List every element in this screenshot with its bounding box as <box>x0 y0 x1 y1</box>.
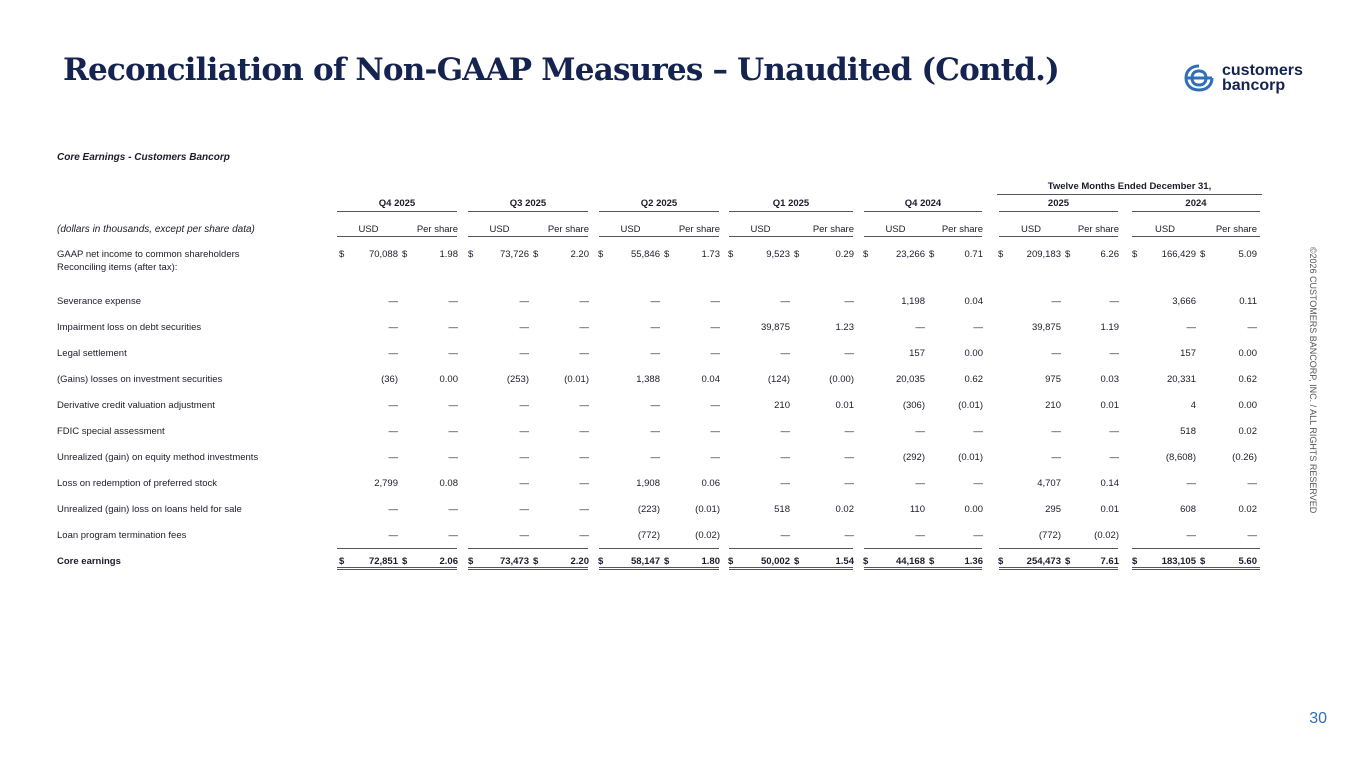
usd-value: 70,088 <box>368 248 398 260</box>
usd-value: 209,183 <box>1026 248 1061 260</box>
per-share-column-header: Per share <box>678 223 720 235</box>
usd-value: — <box>388 295 398 307</box>
usd-value: — <box>780 529 790 541</box>
usd-value: 608 <box>1180 503 1196 515</box>
row-label: GAAP net income to common shareholders <box>57 248 240 260</box>
table-row <box>57 314 1262 340</box>
per-share-value: 0.04 <box>964 295 983 307</box>
per-share-value: — <box>710 399 720 411</box>
dollar-sign: $ <box>1132 555 1138 567</box>
usd-value: — <box>519 451 529 463</box>
per-share-value: 1.19 <box>1100 321 1119 333</box>
usd-value: 4,707 <box>1037 477 1061 489</box>
usd-value: (292) <box>902 451 925 463</box>
dollar-sign: $ <box>468 248 474 260</box>
per-share-value: — <box>710 425 720 437</box>
per-share-value: — <box>1109 295 1119 307</box>
reconciliation-table <box>57 178 1262 574</box>
per-share-value: — <box>973 477 983 489</box>
period-header: 2025 <box>1047 197 1070 209</box>
per-share-value: — <box>579 295 589 307</box>
units-underline <box>599 236 719 237</box>
per-share-value: 0.01 <box>1100 503 1119 515</box>
units-label: (dollars in thousands, except per share data) <box>57 223 255 235</box>
per-share-column-header: Per share <box>416 223 458 235</box>
usd-value: — <box>780 295 790 307</box>
usd-value: — <box>519 321 529 333</box>
per-share-column-header: Per share <box>941 223 983 235</box>
logo-line-1: customers <box>1222 62 1303 79</box>
usd-column-header: USD <box>885 223 906 235</box>
usd-value: (8,608) <box>1165 451 1196 463</box>
row-label: FDIC special assessment <box>57 425 165 437</box>
per-share-value: 0.62 <box>1238 373 1257 385</box>
per-share-value: 1.80 <box>701 555 720 567</box>
total-double-underline <box>599 569 719 570</box>
per-share-value: — <box>973 321 983 333</box>
per-share-value: (0.01) <box>564 373 589 385</box>
dollar-sign: $ <box>402 555 408 567</box>
dollar-sign: $ <box>863 555 869 567</box>
total-double-underline <box>729 567 853 568</box>
dollar-sign: $ <box>794 555 800 567</box>
per-share-value: 2.20 <box>570 555 589 567</box>
company-logo <box>1183 63 1303 93</box>
row-label: Loan program termination fees <box>57 529 187 541</box>
usd-value: 210 <box>1045 399 1061 411</box>
usd-value: — <box>388 425 398 437</box>
usd-column-header: USD <box>750 223 771 235</box>
usd-value: (124) <box>767 373 790 385</box>
dollar-sign: $ <box>728 555 734 567</box>
table-row <box>57 522 1262 548</box>
usd-value: (772) <box>1038 529 1061 541</box>
per-share-value: 1.23 <box>835 321 854 333</box>
per-share-value: — <box>448 529 458 541</box>
dollar-sign: $ <box>1132 248 1138 260</box>
per-share-value: 7.61 <box>1100 555 1119 567</box>
per-share-value: — <box>579 321 589 333</box>
usd-value: — <box>650 451 660 463</box>
usd-column-header: USD <box>1154 223 1176 235</box>
usd-value: — <box>650 425 660 437</box>
per-share-column-header: Per share <box>547 223 589 235</box>
per-share-value: 0.04 <box>701 373 720 385</box>
row-label: Loss on redemption of preferred stock <box>57 477 218 489</box>
per-share-value: — <box>1109 347 1119 359</box>
table-row <box>57 470 1262 496</box>
dollar-sign: $ <box>998 248 1004 260</box>
customers-bancorp-logo-icon <box>1183 63 1215 93</box>
per-share-value: (0.02) <box>1094 529 1119 541</box>
usd-value: 4 <box>1190 399 1196 411</box>
per-share-value: 2.20 <box>570 248 589 260</box>
usd-column-header: USD <box>489 223 510 235</box>
usd-value: (36) <box>381 373 398 385</box>
usd-value: 55,846 <box>630 248 660 260</box>
per-share-value: — <box>1109 425 1119 437</box>
usd-value: 39,875 <box>1031 321 1061 333</box>
usd-value: 1,198 <box>901 295 925 307</box>
per-share-value: 0.02 <box>1238 503 1257 515</box>
usd-value: — <box>388 321 398 333</box>
usd-column-header: USD <box>620 223 641 235</box>
total-double-underline <box>1132 569 1260 570</box>
per-share-column-header: Per share <box>812 223 854 235</box>
usd-value: — <box>780 451 790 463</box>
usd-value: — <box>915 529 925 541</box>
usd-value: 166,429 <box>1161 248 1196 260</box>
per-share-value: — <box>448 425 458 437</box>
usd-value: — <box>1051 347 1061 359</box>
row-label: Legal settlement <box>57 347 127 359</box>
per-share-value: 0.00 <box>439 373 458 385</box>
period-header: 2024 <box>1185 197 1207 209</box>
per-share-value: — <box>579 503 589 515</box>
row-label: Core earnings <box>57 555 121 567</box>
usd-value: — <box>388 451 398 463</box>
dollar-sign: $ <box>1200 555 1206 567</box>
per-share-value: 0.14 <box>1100 477 1119 489</box>
units-underline <box>1132 236 1260 237</box>
per-share-value: — <box>448 399 458 411</box>
table-row <box>57 288 1262 314</box>
table-row <box>57 548 1262 574</box>
usd-value: — <box>519 529 529 541</box>
per-share-value: 1.73 <box>701 248 720 260</box>
usd-value: — <box>780 477 790 489</box>
per-share-value: — <box>844 529 854 541</box>
usd-value: 254,473 <box>1026 555 1061 567</box>
per-share-value: — <box>1247 477 1257 489</box>
table-row <box>57 444 1262 470</box>
usd-value: 73,726 <box>499 248 529 260</box>
usd-value: 39,875 <box>760 321 790 333</box>
table-row <box>57 496 1262 522</box>
usd-value: 1,908 <box>636 477 660 489</box>
per-share-value: 0.00 <box>1238 347 1257 359</box>
usd-value: 2,799 <box>374 477 398 489</box>
per-share-value: 5.09 <box>1238 248 1257 260</box>
usd-value: 210 <box>774 399 790 411</box>
usd-value: — <box>650 321 660 333</box>
per-share-value: — <box>844 347 854 359</box>
row-label: Reconciling items (after tax): <box>57 262 178 273</box>
per-share-value: — <box>844 451 854 463</box>
usd-value: — <box>519 295 529 307</box>
usd-value: 1,388 <box>636 373 660 385</box>
usd-value: 295 <box>1045 503 1061 515</box>
per-share-value: (0.00) <box>829 373 854 385</box>
per-share-value: 0.01 <box>1100 399 1119 411</box>
usd-value: — <box>915 425 925 437</box>
per-share-value: 0.00 <box>964 347 983 359</box>
per-share-value: — <box>710 321 720 333</box>
dollar-sign: $ <box>339 555 345 567</box>
usd-value: 157 <box>1180 347 1196 359</box>
row-label: Unrealized (gain) on equity method investments <box>57 451 259 463</box>
per-share-value: (0.01) <box>695 503 720 515</box>
usd-value: — <box>1186 477 1196 489</box>
table-row <box>57 418 1262 444</box>
usd-value: 72,851 <box>368 555 398 567</box>
usd-value: — <box>1186 321 1196 333</box>
dollar-sign: $ <box>533 248 539 260</box>
usd-column-header: USD <box>358 223 379 235</box>
per-share-value: — <box>844 477 854 489</box>
dollar-sign: $ <box>1200 248 1206 260</box>
header-row-periods <box>57 194 1262 212</box>
per-share-value: — <box>448 321 458 333</box>
per-share-value: — <box>448 295 458 307</box>
header-row-units <box>57 212 1262 246</box>
dollar-sign: $ <box>339 248 345 260</box>
period-header: Q4 2025 <box>378 197 416 209</box>
dollar-sign: $ <box>1065 555 1071 567</box>
per-share-column-header: Per share <box>1215 223 1257 235</box>
table-subtitle: Core Earnings - Customers Bancorp <box>57 152 230 163</box>
per-share-value: 1.54 <box>835 555 854 567</box>
period-header: Q1 2025 <box>772 197 810 209</box>
total-double-underline <box>729 569 853 570</box>
page-title: Reconciliation of Non-GAAP Measures – Unaudited (Contd.) <box>63 52 1059 88</box>
dollar-sign: $ <box>1065 248 1071 260</box>
per-share-value: 6.26 <box>1100 248 1119 260</box>
per-share-value: 0.06 <box>701 477 720 489</box>
usd-value: (253) <box>506 373 529 385</box>
dollar-sign: $ <box>533 555 539 567</box>
per-share-value: 5.60 <box>1238 555 1257 567</box>
row-label: Derivative credit valuation adjustment <box>57 399 215 411</box>
per-share-value: — <box>710 347 720 359</box>
per-share-value: — <box>448 451 458 463</box>
usd-value: 44,168 <box>895 555 925 567</box>
dollar-sign: $ <box>664 248 670 260</box>
total-double-underline <box>864 567 982 568</box>
units-underline <box>999 236 1118 237</box>
usd-value: 110 <box>909 503 925 515</box>
per-share-value: 0.01 <box>835 399 854 411</box>
per-share-value: 0.29 <box>835 248 854 260</box>
row-label: (Gains) losses on investment securities <box>57 373 223 385</box>
per-share-value: 0.00 <box>1238 399 1257 411</box>
table-row <box>57 262 1262 288</box>
total-double-underline <box>599 567 719 568</box>
row-label: Severance expense <box>57 295 141 307</box>
per-share-value: (0.01) <box>958 399 983 411</box>
period-header: Q2 2025 <box>640 197 678 209</box>
total-double-underline <box>999 569 1118 570</box>
usd-value: — <box>780 347 790 359</box>
table-row <box>57 246 1262 262</box>
per-share-value: — <box>710 451 720 463</box>
usd-value: 3,666 <box>1172 295 1196 307</box>
per-share-value: — <box>579 529 589 541</box>
usd-value: 9,523 <box>766 248 790 260</box>
logo-line-2: bancorp <box>1222 77 1286 94</box>
per-share-value: 1.36 <box>964 555 983 567</box>
per-share-value: — <box>579 451 589 463</box>
usd-value: — <box>519 347 529 359</box>
per-share-value: — <box>579 399 589 411</box>
dollar-sign: $ <box>598 248 604 260</box>
dollar-sign: $ <box>929 555 935 567</box>
usd-value: — <box>1186 529 1196 541</box>
per-share-value: — <box>579 477 589 489</box>
usd-value: 183,105 <box>1161 555 1196 567</box>
units-underline <box>729 236 853 237</box>
units-underline <box>468 236 588 237</box>
per-share-value: 0.02 <box>1238 425 1257 437</box>
usd-value: — <box>915 477 925 489</box>
per-share-value: 0.62 <box>964 373 983 385</box>
row-label: Impairment loss on debt securities <box>57 321 202 333</box>
per-share-value: — <box>973 425 983 437</box>
usd-value: 20,035 <box>895 373 925 385</box>
usd-value: — <box>519 503 529 515</box>
dollar-sign: $ <box>402 248 408 260</box>
usd-value: (306) <box>902 399 925 411</box>
table-row <box>57 366 1262 392</box>
usd-value: — <box>388 347 398 359</box>
usd-value: — <box>1051 295 1061 307</box>
per-share-value: 0.02 <box>835 503 854 515</box>
dollar-sign: $ <box>794 248 800 260</box>
total-double-underline <box>468 569 588 570</box>
total-double-underline <box>864 569 982 570</box>
page-number: 30 <box>1309 710 1327 727</box>
usd-value: — <box>650 295 660 307</box>
per-share-value: 0.11 <box>1239 295 1257 307</box>
per-share-value: — <box>1109 451 1119 463</box>
usd-value: — <box>650 399 660 411</box>
usd-value: — <box>1051 425 1061 437</box>
usd-column-header: USD <box>1020 223 1042 235</box>
units-underline <box>337 236 457 237</box>
per-share-value: 2.06 <box>439 555 458 567</box>
usd-value: 73,473 <box>499 555 529 567</box>
units-underline <box>864 236 982 237</box>
usd-value: — <box>650 347 660 359</box>
per-share-value: 0.00 <box>964 503 983 515</box>
per-share-value: — <box>579 347 589 359</box>
usd-value: — <box>519 399 529 411</box>
per-share-value: — <box>1247 529 1257 541</box>
dollar-sign: $ <box>664 555 670 567</box>
usd-value: — <box>519 425 529 437</box>
period-header: Q3 2025 <box>509 197 547 209</box>
usd-value: (223) <box>637 503 660 515</box>
per-share-value: (0.01) <box>958 451 983 463</box>
per-share-value: 0.71 <box>964 248 983 260</box>
usd-value: (772) <box>637 529 660 541</box>
usd-value: — <box>1051 451 1061 463</box>
per-share-value: — <box>973 529 983 541</box>
table-row <box>57 392 1262 418</box>
row-label: Unrealized (gain) loss on loans held for sale <box>57 503 242 515</box>
total-double-underline <box>337 569 457 570</box>
per-share-value: (0.26) <box>1232 451 1257 463</box>
per-share-value: — <box>579 425 589 437</box>
per-share-value: 0.08 <box>439 477 458 489</box>
per-share-value: 1.98 <box>439 248 458 260</box>
twelve-months-header: Twelve Months Ended December 31, <box>1047 180 1212 192</box>
per-share-value: — <box>844 425 854 437</box>
usd-value: — <box>915 321 925 333</box>
usd-value: 20,331 <box>1166 373 1196 385</box>
period-header: Q4 2024 <box>904 197 942 209</box>
total-double-underline <box>468 567 588 568</box>
per-share-value: — <box>448 503 458 515</box>
usd-value: 50,002 <box>760 555 790 567</box>
dollar-sign: $ <box>863 248 869 260</box>
per-share-column-header: Per share <box>1077 223 1119 235</box>
dollar-sign: $ <box>998 555 1004 567</box>
dollar-sign: $ <box>728 248 734 260</box>
total-double-underline <box>999 567 1118 568</box>
total-double-underline <box>1132 567 1260 568</box>
usd-value: 975 <box>1045 373 1061 385</box>
per-share-value: 0.03 <box>1100 373 1119 385</box>
per-share-value: — <box>844 295 854 307</box>
per-share-value: — <box>448 347 458 359</box>
usd-value: — <box>388 399 398 411</box>
total-double-underline <box>337 567 457 568</box>
usd-value: — <box>780 425 790 437</box>
usd-value: 23,266 <box>895 248 925 260</box>
dollar-sign: $ <box>468 555 474 567</box>
usd-value: 518 <box>1180 425 1196 437</box>
dollar-sign: $ <box>598 555 604 567</box>
usd-value: — <box>388 503 398 515</box>
usd-value: 58,147 <box>630 555 660 567</box>
per-share-value: (0.02) <box>695 529 720 541</box>
usd-value: — <box>519 477 529 489</box>
usd-value: 518 <box>774 503 790 515</box>
per-share-value: — <box>1247 321 1257 333</box>
header-row-twelve-months <box>57 178 1262 194</box>
usd-value: 157 <box>909 347 925 359</box>
usd-value: — <box>388 529 398 541</box>
dollar-sign: $ <box>929 248 935 260</box>
table-row <box>57 340 1262 366</box>
per-share-value: — <box>710 295 720 307</box>
